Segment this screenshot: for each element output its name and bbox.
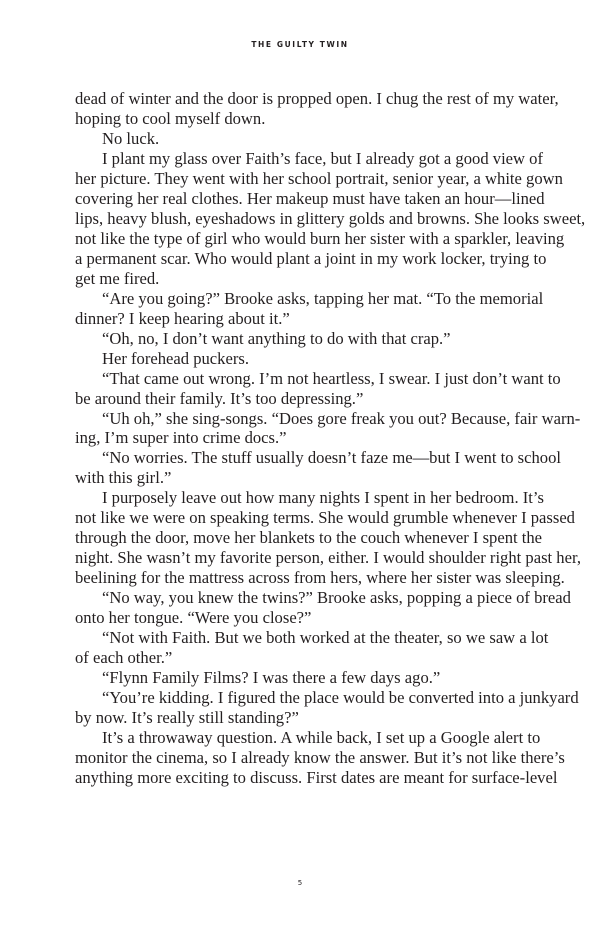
text-line: not like the type of girl who would burn her sister with a sparkler, leaving xyxy=(75,228,565,248)
text-line: of each other.” xyxy=(75,648,173,668)
text-line: get me fired. xyxy=(75,268,160,288)
text-line: a permanent scar. Who would plant a joint in my work locker, trying to xyxy=(75,248,547,268)
text-line: night. She wasn’t my favorite person, either. I would shoulder right past her, xyxy=(75,548,581,568)
running-header: THE GUILTY TWIN xyxy=(251,40,349,49)
paragraph xyxy=(75,488,581,588)
text-line: I purposely leave out how many nights I spent in her bedroom. It’s xyxy=(102,488,544,508)
paragraph xyxy=(75,368,561,409)
text-line: her picture. They went with her school portrait, senior year, a white gown xyxy=(75,168,563,188)
text-line: beelining for the mattress across from hers, where her sister was sleeping. xyxy=(75,568,565,588)
text-line: It’s a throwaway question. A while back, I set up a Google alert to xyxy=(102,728,541,747)
text-line: through the door, move her blankets to the couch whenever I spent the xyxy=(75,528,543,548)
text-line: anything more exciting to discuss. First dates are meant for surface-level xyxy=(75,767,558,787)
text-line: “Uh oh,” she sing-songs. “Does gore freak you out? Because, fair warn- xyxy=(102,408,581,428)
paragraph xyxy=(75,89,559,129)
paragraph xyxy=(75,129,539,149)
text-line: “Not with Faith. But we both worked at the theater, so we saw a lot xyxy=(102,628,549,648)
text-line: not like we were on speaking terms. She would grumble whenever I passed xyxy=(75,508,575,528)
text-line: “Oh, no, I don’t want anything to do with that crap.” xyxy=(102,328,451,348)
page-number: 5 xyxy=(297,879,303,887)
paragraph xyxy=(75,288,544,329)
paragraph xyxy=(75,628,549,668)
text-line: “Flynn Family Films? I was there a few days ago.” xyxy=(102,668,441,688)
text-line: I plant my glass over Faith’s face, but I already got a good view of xyxy=(102,148,543,168)
page-body-text xyxy=(75,89,586,788)
text-line: onto her tongue. “Were you close?” xyxy=(75,608,312,628)
text-line: dead of winter and the door is propped open. I chug the rest of my water, xyxy=(75,89,559,108)
text-line: monitor the cinema, so I already know the answer. But it’s not like there’s xyxy=(75,747,565,767)
text-line: “Are you going?” Brooke asks, tapping her mat. “To the memorial xyxy=(102,288,544,308)
paragraph xyxy=(75,349,539,369)
paragraph xyxy=(75,148,586,289)
paragraph xyxy=(75,329,539,349)
text-line: by now. It’s really still standing?” xyxy=(75,708,299,728)
paragraph xyxy=(75,448,561,488)
text-line: No luck. xyxy=(102,128,160,148)
paragraph xyxy=(75,728,565,788)
text-line: ing, I’m super into crime docs.” xyxy=(75,428,287,448)
paragraph xyxy=(75,688,579,728)
text-line: Her forehead puckers. xyxy=(102,348,249,368)
paragraph xyxy=(75,668,539,688)
text-line: covering her real clothes. Her makeup must have taken an hour—lined xyxy=(75,188,545,208)
text-line: “No way, you knew the twins?” Brooke asks, popping a piece of bread xyxy=(102,588,571,608)
text-line: with this girl.” xyxy=(75,468,172,488)
text-line: dinner? I keep hearing about it.” xyxy=(75,308,290,328)
text-line: be around their family. It’s too depressing.” xyxy=(75,388,364,408)
text-line: hoping to cool myself down. xyxy=(75,108,266,128)
text-line: “No worries. The stuff usually doesn’t faze me—but I went to school xyxy=(102,448,561,468)
text-line: “You’re kidding. I figured the place would be converted into a junkyard xyxy=(102,688,579,708)
paragraph xyxy=(75,588,571,628)
text-line: lips, heavy blush, eyeshadows in glittery golds and browns. She looks sweet, xyxy=(75,208,586,228)
text-line: “That came out wrong. I’m not heartless, I swear. I just don’t want to xyxy=(102,368,561,388)
paragraph xyxy=(75,408,581,449)
